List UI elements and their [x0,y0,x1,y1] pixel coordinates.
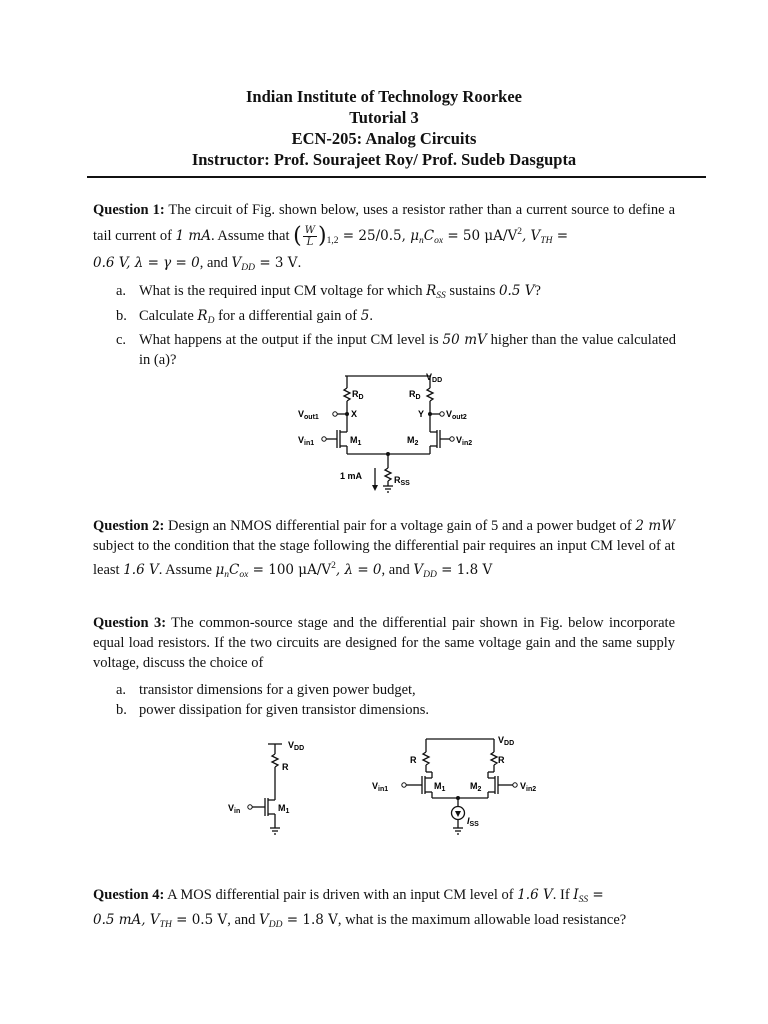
institute-name: Indian Institute of Technology Roorkee [246,87,522,106]
svg-text:Vout1: $V_{out1}$ [298,409,319,421]
question-3-parts [116,681,676,720]
question-1: Question 1: The circuit of Fig. shown below, uses a resistor rather than a current source to define a tail current of 1 mA. Assume that ( $\frac{W}{L}$ )$_{1,2} = 25/0.5$, $\mu_nC_{ox} = 50$ $\mu A/V^2$, $V_{TH}$ = 0.6 V, λ = γ = 0, and $V_{DD} = 3$ V. [93,202,676,273]
svg-text:VDD: $V_{DD}$ [498,735,515,747]
question-2-label: Question 2: [93,518,165,534]
w-over-l-fraction: $\frac{W}{L}$ [304,225,316,249]
question-4-label: Question 4: [93,887,165,903]
svg-text:Vin2: $V_{in2}$ [520,781,537,793]
question-3-label: Question 3: [93,615,167,631]
svg-text:1 mA: 1 mA [340,471,363,481]
course-title: ECN-205: Analog Circuits [291,129,477,148]
svg-text:X: X [351,409,358,419]
svg-text:Vin1: $V_{in1}$ [372,781,389,793]
svg-text:VDD: $V_{DD}$ [426,372,443,384]
svg-text:M1: $M_1$ [278,803,290,815]
question-3: Question 3: The common-source stage and the differential pair shown in Fig. below incorporate equal load resistors. If the two circuits are designed for the same voltage gain and the same supply voltage, discuss the choice of [93,615,676,671]
figure-1-diff-pair-circuit [290,366,510,496]
svg-text:Vin: $V_{in}$ [228,803,241,815]
header-divider [87,176,706,178]
question-4: Question 4: A MOS differential pair is driven with an input CM level of 1.6 V. If $I_{SS}$ = 0.5 mA, $V_{TH} = 0.5$ V, and $V_{DD} = 1.8$ V, what is the maximum allowable load resistance? [93,887,627,930]
svg-text:M1: $M_1$ [434,781,446,793]
question-1-part-a: a. What is the required input CM voltage for which $R_{SS}$ sustains 0.5 V? [116,283,541,301]
question-1-label: Question 1: [93,202,165,218]
svg-text:Vout2: $V_{out2}$ [446,409,467,421]
svg-text:RD: $R_D$ [352,389,364,401]
question-2: Question 2: Design an NMOS differential pair for a voltage gain of 5 and a power budget of 2 mW subject to the condition that the stage following the differential pair requires an input CM level of at least 1.6 V. Assume $\mu_nC_{ox} = 100$ $\mu A/V^2$, λ = 0, and $V_{DD} = 1.8$ V [93,518,675,580]
svg-text:M1: $M_1$ [350,435,362,447]
svg-text:Y: Y [418,409,425,419]
document-header [0,86,768,170]
svg-text:R: R [282,762,289,772]
svg-text:Vin1: $V_{in1}$ [298,435,315,447]
question-1-parts [116,282,676,370]
svg-text:M2: $M_2$ [470,781,482,793]
svg-text:RSS: $R_{SS}$ [394,475,410,487]
instructor-line: Instructor: Prof. Sourajeet Roy/ Prof. Sudeb Dasgupta [191,150,577,169]
question-3-part-b: b. power dissipation for given transistor dimensions. [116,701,429,718]
svg-text:ISS: $I_{SS}$ [467,816,479,828]
svg-text:M2: $M_2$ [407,435,419,447]
svg-text:R: R [410,755,417,765]
tutorial-number: Tutorial 3 [349,108,419,127]
question-1-part-b: b. Calculate $R_D$ for a differential gain of 5. [116,307,373,326]
svg-text:Vin2: $V_{in2}$ [456,435,473,447]
question-1-part-c: c. What happens at the output if the input CM level is 50 mV higher than the value calculated in (a)? [116,332,676,368]
svg-text:VDD: $V_{DD}$ [288,740,305,752]
question-3-part-a: a. transistor dimensions for a given power budget, [116,682,416,698]
svg-text:R: R [498,755,505,765]
figure-2-cs-and-diff-pair-circuits [226,732,556,852]
svg-text:RD: $R_D$ [409,389,421,401]
